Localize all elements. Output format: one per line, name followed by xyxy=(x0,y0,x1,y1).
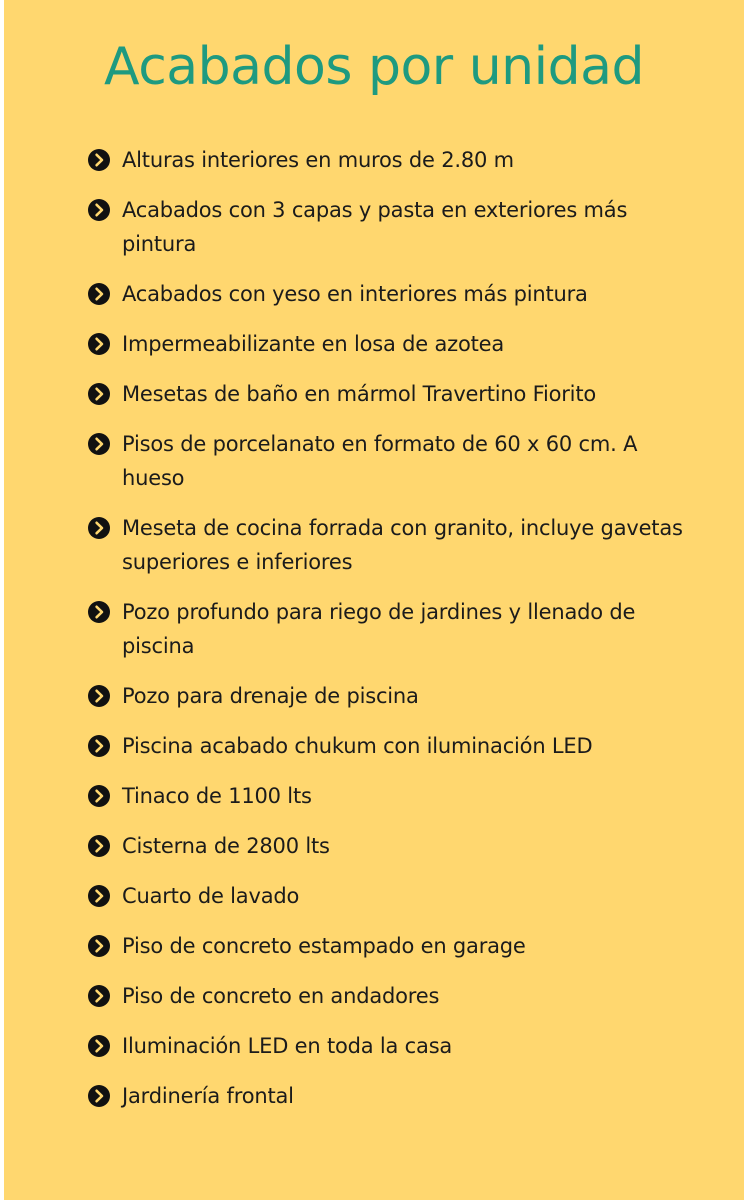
list-item xyxy=(88,679,688,713)
list-item-text: Pozo profundo para riego de jardines y llenado de piscina xyxy=(122,600,636,658)
list-item-text: Impermeabilizante en losa de azotea xyxy=(122,332,505,356)
chevron-circle-right-icon xyxy=(88,601,110,623)
list-item xyxy=(88,327,688,361)
list-item xyxy=(88,277,688,311)
list-item xyxy=(88,929,688,963)
list-item-text: Mesetas de baño en mármol Travertino Fiorito xyxy=(122,382,596,406)
chevron-circle-right-icon xyxy=(88,785,110,807)
chevron-circle-right-icon xyxy=(88,735,110,757)
list-item xyxy=(88,779,688,813)
list-item xyxy=(88,193,688,261)
list-item-text: Piso de concreto en andadores xyxy=(122,984,440,1008)
list-item xyxy=(88,427,688,495)
list-item xyxy=(88,829,688,863)
chevron-circle-right-icon xyxy=(88,685,110,707)
list-item-text: Cisterna de 2800 lts xyxy=(122,834,330,858)
finishes-list xyxy=(88,143,688,1129)
list-item-text: Alturas interiores en muros de 2.80 m xyxy=(122,148,514,172)
chevron-circle-right-icon xyxy=(88,283,110,305)
finishes-card xyxy=(4,0,744,1200)
list-item-text: Jardinería frontal xyxy=(122,1084,294,1108)
chevron-circle-right-icon xyxy=(88,199,110,221)
chevron-circle-right-icon xyxy=(88,517,110,539)
chevron-circle-right-icon xyxy=(88,835,110,857)
chevron-circle-right-icon xyxy=(88,1085,110,1107)
list-item-text: Cuarto de lavado xyxy=(122,884,300,908)
list-item xyxy=(88,143,688,177)
list-item-text: Iluminación LED en toda la casa xyxy=(122,1034,453,1058)
list-item xyxy=(88,729,688,763)
list-item xyxy=(88,511,688,579)
chevron-circle-right-icon xyxy=(88,433,110,455)
chevron-circle-right-icon xyxy=(88,985,110,1007)
page-title: Acabados por unidad xyxy=(104,37,644,97)
list-item-text: Pozo para drenaje de piscina xyxy=(122,684,419,708)
chevron-circle-right-icon xyxy=(88,935,110,957)
chevron-circle-right-icon xyxy=(88,885,110,907)
chevron-circle-right-icon xyxy=(88,333,110,355)
list-item xyxy=(88,1079,688,1113)
list-item xyxy=(88,1029,688,1063)
chevron-circle-right-icon xyxy=(88,1035,110,1057)
list-item-text: Acabados con yeso en interiores más pintura xyxy=(122,282,588,306)
list-item-text: Acabados con 3 capas y pasta en exteriores más pintura xyxy=(122,198,628,256)
list-item-text: Piso de concreto estampado en garage xyxy=(122,934,526,958)
list-item xyxy=(88,377,688,411)
list-item xyxy=(88,979,688,1013)
list-item-text: Meseta de cocina forrada con granito, incluye gavetas superiores e inferiores xyxy=(122,516,683,574)
list-item xyxy=(88,879,688,913)
chevron-circle-right-icon xyxy=(88,149,110,171)
list-item-text: Tinaco de 1100 lts xyxy=(122,784,312,808)
list-item-text: Pisos de porcelanato en formato de 60 x 60 cm. A hueso xyxy=(122,432,638,490)
list-item-text: Piscina acabado chukum con iluminación LED xyxy=(122,734,593,758)
list-item xyxy=(88,595,688,663)
chevron-circle-right-icon xyxy=(88,383,110,405)
